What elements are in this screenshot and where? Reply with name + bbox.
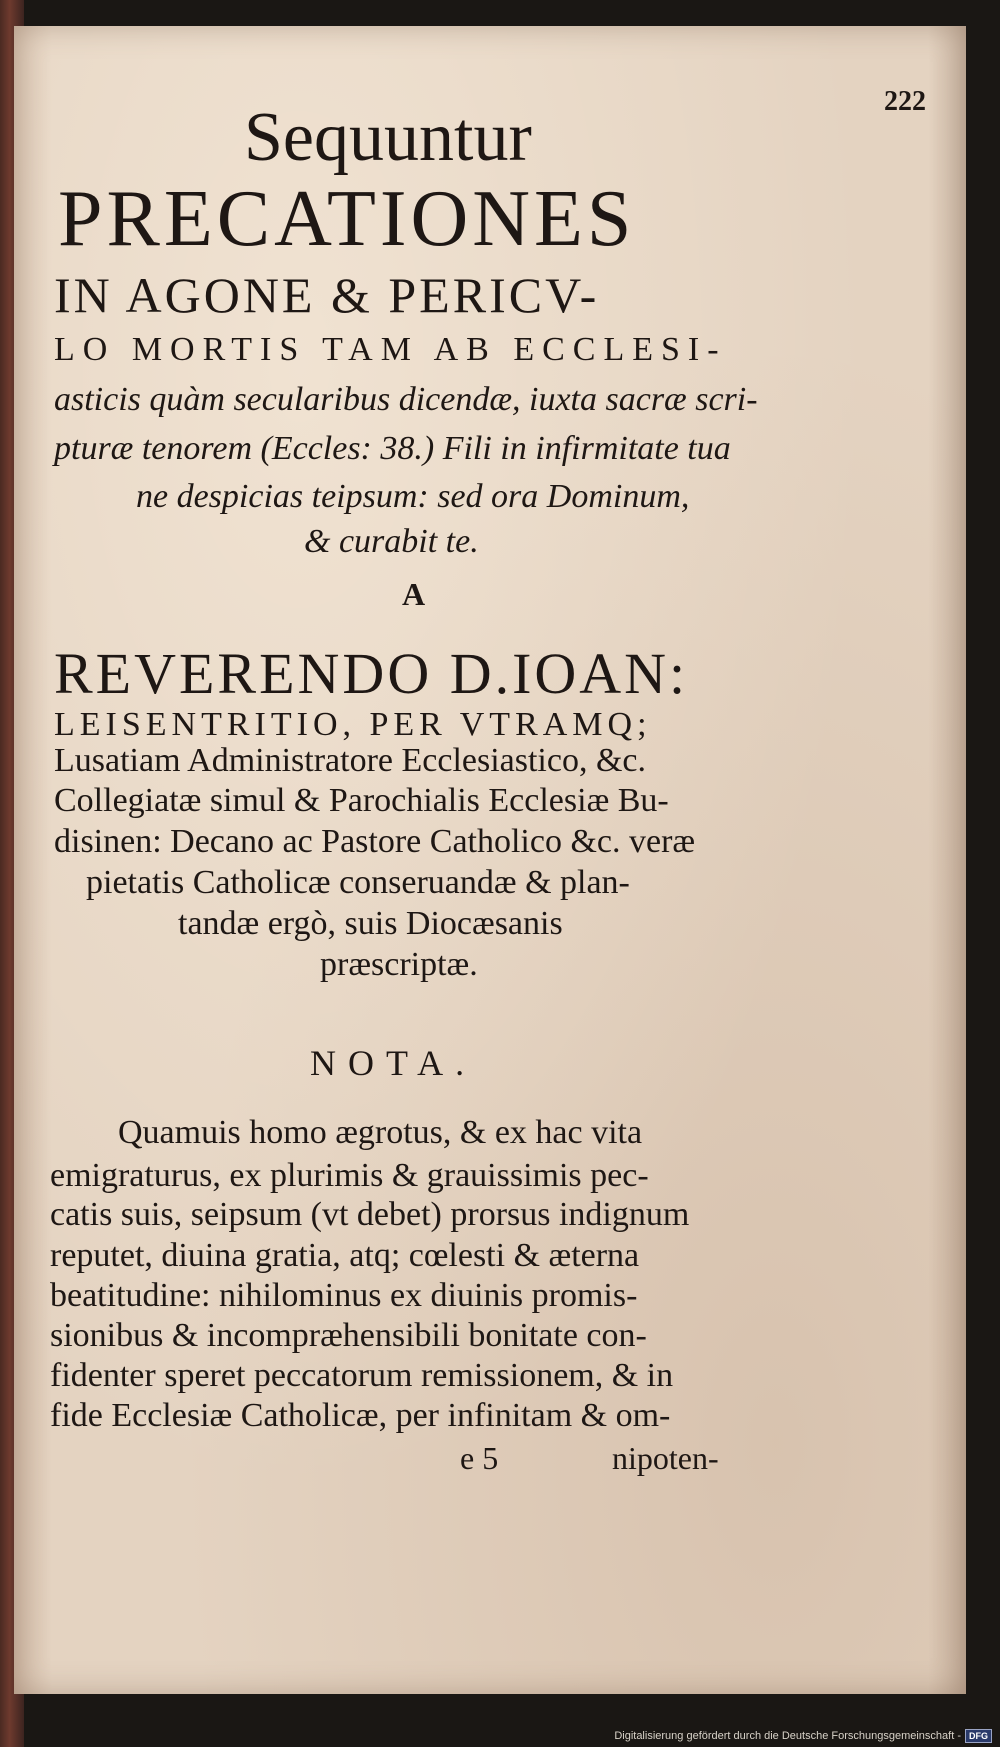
title-line-1: Sequuntur xyxy=(244,99,532,176)
credit-text: Digitalisierung gefördert durch die Deutsche Forschungsgemeinschaft - xyxy=(614,1730,961,1742)
attribution-line-4: Collegiatæ simul & Parochialis Ecclesiæ Bu- xyxy=(54,782,669,819)
title-line-4: LO MORTIS TAM AB ECCLESI- xyxy=(54,331,727,368)
attribution-line-2: LEISENTRITIO, PER VTRAMQ; xyxy=(54,706,652,743)
title-line-7: ne despicias teipsum: sed ora Dominum, xyxy=(136,478,690,515)
digitization-credit xyxy=(614,1728,992,1744)
attribution-a: A xyxy=(402,576,426,612)
nota-body-line: beatitudine: nihilominus ex diuinis promis- xyxy=(50,1277,638,1314)
title-line-3: IN AGONE & PERICV- xyxy=(54,267,600,323)
book-page xyxy=(14,26,966,1694)
title-line-5: asticis quàm secularibus dicendæ, iuxta sacræ scri- xyxy=(54,381,758,418)
attribution-line-7: tandæ ergò, suis Diocæsanis xyxy=(178,905,563,942)
title-line-2: PRECATIONES xyxy=(58,175,636,263)
attribution-line-8: præscriptæ. xyxy=(320,946,478,983)
nota-body-line: fidenter speret peccatorum remissionem, & in xyxy=(50,1357,674,1394)
nota-body-line: Quamuis homo ægrotus, & ex hac vita xyxy=(118,1114,643,1151)
nota-body-line: emigraturus, ex plurimis & grauissimis pec- xyxy=(50,1157,649,1194)
signature-mark: e 5 xyxy=(460,1440,499,1476)
page-number: 222 xyxy=(884,86,926,117)
dfg-logo-icon: DFG xyxy=(965,1729,992,1743)
nota-body-line: catis suis, seipsum (vt debet) prorsus indignum xyxy=(50,1196,690,1233)
title-line-8: & curabit te. xyxy=(304,523,479,560)
nota-heading: NOTA. xyxy=(310,1043,477,1083)
nota-body-line: reputet, diuina gratia, atq; cœlesti & æterna xyxy=(50,1237,640,1274)
attribution-line-1: REVERENDO D.IOAN: xyxy=(54,641,689,706)
attribution-line-6: pietatis Catholicæ conseruandæ & plan- xyxy=(86,864,630,901)
title-line-6: pturæ tenorem (Eccles: 38.) Fili in infirmitate tua xyxy=(54,430,731,467)
attribution-line-5: disinen: Decano ac Pastore Catholico &c. veræ xyxy=(54,823,696,860)
catchword: nipoten- xyxy=(612,1440,719,1476)
attribution-line-3: Lusatiam Administratore Ecclesiastico, &c. xyxy=(54,742,646,779)
nota-body-line: sionibus & incompræhensibili bonitate con- xyxy=(50,1317,647,1354)
nota-body-line: fide Ecclesiæ Catholicæ, per infinitam & om- xyxy=(50,1397,671,1434)
